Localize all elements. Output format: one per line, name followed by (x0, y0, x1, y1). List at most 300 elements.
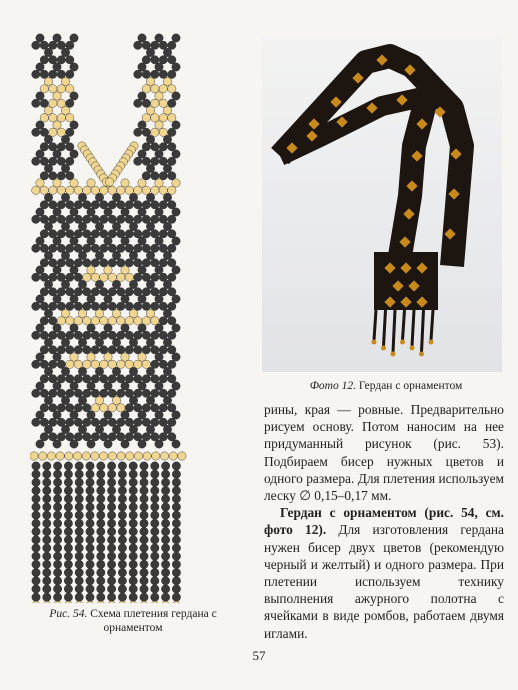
bead (78, 425, 86, 433)
bead (95, 251, 103, 259)
bead (66, 404, 74, 412)
bead (104, 324, 112, 332)
fringe-bead (107, 585, 115, 593)
bead (134, 99, 142, 107)
bead (168, 70, 176, 78)
fringe-bead (172, 478, 180, 486)
bead (163, 135, 171, 143)
fringe-bead (129, 577, 137, 585)
fringe-bead (118, 478, 126, 486)
bead (159, 404, 167, 412)
bead (61, 396, 69, 404)
bead (74, 215, 82, 223)
bead (108, 317, 116, 325)
bead (100, 360, 108, 368)
fringe-bead (161, 511, 169, 519)
bead (57, 288, 65, 296)
bead (146, 164, 154, 172)
fringe-bead (75, 552, 83, 560)
bead (95, 425, 103, 433)
fringe-bead (107, 470, 115, 478)
bead (40, 172, 48, 180)
bead (155, 179, 163, 187)
bead (125, 433, 133, 441)
bead (91, 186, 99, 194)
bead (66, 143, 74, 151)
bead (57, 143, 65, 151)
bead (159, 201, 167, 209)
fringe-bead (53, 585, 61, 593)
bead (87, 295, 95, 303)
fringe-bead (53, 552, 61, 560)
bead (91, 259, 99, 267)
fringe-bead (118, 577, 126, 585)
bead (117, 302, 125, 310)
bead (57, 215, 65, 223)
bead (66, 186, 74, 194)
bead (172, 121, 180, 129)
bead (134, 331, 142, 339)
bead (74, 404, 82, 412)
bead (61, 338, 69, 346)
fringe-bead (140, 495, 148, 503)
bead (168, 389, 176, 397)
fringe-bead (32, 478, 40, 486)
bead (74, 288, 82, 296)
bead (83, 331, 91, 339)
fringe-bead (32, 577, 40, 585)
fringe-bead (32, 552, 40, 560)
bead (142, 244, 150, 252)
bead (163, 164, 171, 172)
bead (142, 114, 150, 122)
bead (151, 418, 159, 426)
fringe-bead (53, 568, 61, 576)
fringe-bead (151, 560, 159, 568)
bead (100, 186, 108, 194)
bead (40, 404, 48, 412)
bead (74, 360, 82, 368)
bead (155, 295, 163, 303)
bead (100, 375, 108, 383)
fringe-bead (97, 593, 105, 601)
fringe-bead (161, 560, 169, 568)
bead (146, 425, 154, 433)
bead (159, 273, 167, 281)
fringe-bead (97, 544, 105, 552)
fringe-bead (86, 552, 94, 560)
bead (40, 360, 48, 368)
fringe-bead (172, 470, 180, 478)
fringe-bead (86, 544, 94, 552)
bead (53, 382, 61, 390)
bead (66, 331, 74, 339)
bead (91, 317, 99, 325)
fringe-bead (75, 527, 83, 535)
bead (151, 273, 159, 281)
bead (91, 360, 99, 368)
fringe-strand (422, 310, 424, 352)
bead (146, 251, 154, 259)
bead (44, 338, 52, 346)
bead (129, 309, 137, 317)
bead (134, 418, 142, 426)
bead (74, 244, 82, 252)
bead (151, 56, 159, 64)
bead (159, 114, 167, 122)
bead (108, 404, 116, 412)
fringe-bead (129, 552, 137, 560)
fringe-bead (53, 495, 61, 503)
bead (155, 208, 163, 216)
bead (168, 230, 176, 238)
bead (40, 433, 48, 441)
fringe-bead (86, 585, 94, 593)
fringe-bead (97, 552, 105, 560)
fringe-bead (107, 536, 115, 544)
bead (142, 157, 150, 165)
fringe-tip-bead (32, 601, 40, 603)
fringe-bead (75, 560, 83, 568)
bead (91, 273, 99, 281)
bead (74, 259, 82, 267)
fringe-bead (53, 503, 61, 511)
fringe-bead (140, 593, 148, 601)
bead (108, 375, 116, 383)
bead (112, 251, 120, 259)
bead (155, 411, 163, 419)
fringe-bead (86, 511, 94, 519)
bead (53, 121, 61, 129)
fringe-bead (151, 527, 159, 535)
bead (100, 244, 108, 252)
bead (134, 230, 142, 238)
bead (142, 143, 150, 151)
bead (100, 273, 108, 281)
bead (32, 273, 40, 281)
fringe-strand (431, 310, 433, 340)
fringe-bead (172, 585, 180, 593)
bead (142, 302, 150, 310)
fringe-bead (140, 544, 148, 552)
bead (104, 295, 112, 303)
bead (40, 85, 48, 93)
bead (32, 128, 40, 136)
fringe-bead (32, 486, 40, 494)
bead (40, 230, 48, 238)
fringe-bead (118, 560, 126, 568)
bead (78, 193, 86, 201)
fringe-tip (400, 340, 405, 345)
bead (32, 41, 40, 49)
bead (159, 317, 167, 325)
bead (155, 382, 163, 390)
bead (36, 34, 44, 42)
bead (83, 259, 91, 267)
bead (168, 317, 176, 325)
bead (117, 389, 125, 397)
bead (129, 193, 137, 201)
bead (151, 360, 159, 368)
bead (129, 251, 137, 259)
bead (91, 288, 99, 296)
bead (168, 273, 176, 281)
bead (36, 353, 44, 361)
photo-12-caption (286, 380, 486, 392)
fringe-bead (64, 577, 72, 585)
fringe-bead (129, 568, 137, 576)
bead (49, 56, 57, 64)
bead (138, 266, 146, 274)
bead (70, 324, 78, 332)
bead (70, 237, 78, 245)
bead (125, 186, 133, 194)
fringe-bead (86, 593, 94, 601)
bead (142, 360, 150, 368)
bead (121, 295, 129, 303)
bead (95, 222, 103, 230)
bead (57, 389, 65, 397)
bead (91, 346, 99, 354)
bead (57, 56, 65, 64)
bead (49, 346, 57, 354)
fringe-bead (107, 568, 115, 576)
bead (117, 346, 125, 354)
fringe-bead (161, 544, 169, 552)
bead (142, 346, 150, 354)
bead (40, 244, 48, 252)
bead (168, 346, 176, 354)
bead (53, 150, 61, 158)
fringe-bead (172, 503, 180, 511)
fringe-bead (53, 478, 61, 486)
bead (66, 56, 74, 64)
bead (36, 295, 44, 303)
bead (36, 237, 44, 245)
bead (151, 346, 159, 354)
fringe-bead (172, 536, 180, 544)
bead (87, 237, 95, 245)
bead (151, 172, 159, 180)
fringe-bead (43, 486, 51, 494)
fringe-bead (118, 552, 126, 560)
fringe-bead (97, 495, 105, 503)
bead (168, 259, 176, 267)
bead (121, 208, 129, 216)
bead (49, 201, 57, 209)
fringe-bead (43, 478, 51, 486)
bead (125, 215, 133, 223)
bead (172, 150, 180, 158)
bead (117, 259, 125, 267)
bead (57, 418, 65, 426)
bead (74, 317, 82, 325)
fringe-bead (64, 478, 72, 486)
fringe-bead (64, 486, 72, 494)
fringe-bead (107, 478, 115, 486)
fringe-bead (172, 568, 180, 576)
bead (159, 99, 167, 107)
fringe-tip (381, 346, 386, 351)
bead (117, 215, 125, 223)
bead (87, 266, 95, 274)
bead (151, 375, 159, 383)
bead (142, 41, 150, 49)
bead (121, 382, 129, 390)
fringe-bead (107, 462, 115, 470)
bead (91, 302, 99, 310)
fringe-bead (129, 511, 137, 519)
bead (44, 193, 52, 201)
photo-12-text: Гердан с орнаментом (356, 380, 463, 392)
bead (159, 244, 167, 252)
bead (138, 150, 146, 158)
bead (70, 295, 78, 303)
bead (125, 317, 133, 325)
bead (53, 324, 61, 332)
bead (134, 389, 142, 397)
bead (78, 280, 86, 288)
bead (87, 411, 95, 419)
bead (70, 353, 78, 361)
bead (159, 215, 167, 223)
bead (168, 172, 176, 180)
fringe-tip-bead (172, 601, 180, 603)
fringe-bead (75, 577, 83, 585)
bead (57, 172, 65, 180)
bead (142, 418, 150, 426)
bead (108, 273, 116, 281)
bead (49, 375, 57, 383)
fringe-tip-bead (53, 601, 61, 603)
bead (66, 375, 74, 383)
bead (74, 433, 82, 441)
bead (70, 34, 78, 42)
bead (91, 404, 99, 412)
fringe-bead (151, 470, 159, 478)
paragraph-2 (264, 504, 504, 642)
photo-12-label: Фото 12. (309, 380, 356, 392)
bead (49, 230, 57, 238)
bead (44, 48, 52, 56)
bead (112, 222, 120, 230)
fringe-tip (391, 352, 396, 357)
bead (159, 433, 167, 441)
bead (53, 208, 61, 216)
fringe-bead (118, 568, 126, 576)
fringe-bead (43, 519, 51, 527)
bead (112, 396, 120, 404)
bead (163, 280, 171, 288)
fringe-bead (151, 503, 159, 511)
bead (49, 317, 57, 325)
bead (36, 382, 44, 390)
bead (57, 346, 65, 354)
fringe-bead (172, 527, 180, 535)
figure-54-caption (28, 607, 238, 635)
bead (91, 418, 99, 426)
bead (125, 273, 133, 281)
bead (70, 150, 78, 158)
bead (91, 215, 99, 223)
fringe-bead (64, 495, 72, 503)
fringe-bead (140, 560, 148, 568)
fringe-bead (43, 568, 51, 576)
bead (83, 317, 91, 325)
bead (129, 396, 137, 404)
bead (178, 452, 186, 460)
bead (104, 237, 112, 245)
fringe-bead (53, 511, 61, 519)
bead (74, 186, 82, 194)
bead (36, 150, 44, 158)
bead (57, 331, 65, 339)
bead (160, 452, 168, 460)
fringe-bead (75, 544, 83, 552)
fringe-bead (97, 519, 105, 527)
bead (138, 92, 146, 100)
bead (172, 179, 180, 187)
bead (91, 201, 99, 209)
bead (163, 106, 171, 114)
bead (57, 41, 65, 49)
fringe-bead (151, 544, 159, 552)
fringe-bead (118, 503, 126, 511)
fringe-bead (64, 568, 72, 576)
bead (53, 179, 61, 187)
fringe-bead (75, 486, 83, 494)
bead (159, 85, 167, 93)
bead (40, 317, 48, 325)
fringe-bead (161, 519, 169, 527)
bead (168, 360, 176, 368)
bead (100, 433, 108, 441)
fringe-tip-bead (151, 601, 159, 603)
bead (134, 244, 142, 252)
bead (108, 389, 116, 397)
bead (134, 360, 142, 368)
bead (172, 411, 180, 419)
bead-scheme-figure (30, 28, 190, 603)
fringe-bead (86, 503, 94, 511)
bead (95, 309, 103, 317)
bead (146, 338, 154, 346)
fringe-bead (97, 503, 105, 511)
bead (168, 244, 176, 252)
bead (53, 411, 61, 419)
fringe-bead (118, 470, 126, 478)
fringe-bead (64, 585, 72, 593)
bead (40, 201, 48, 209)
fringe-bead (107, 552, 115, 560)
bead (40, 143, 48, 151)
bead (44, 309, 52, 317)
bead (66, 360, 74, 368)
bead (172, 266, 180, 274)
fringe-bead (129, 462, 137, 470)
bead (155, 121, 163, 129)
fringe-bead (151, 536, 159, 544)
bead (44, 396, 52, 404)
fringe-tip-bead (129, 601, 137, 603)
fringe-tip (410, 346, 415, 351)
bead (100, 230, 108, 238)
bead (142, 70, 150, 78)
bead (117, 244, 125, 252)
fringe-bead (140, 462, 148, 470)
paragraph-2-heading: Гердан с орнаментом (рис. 54, см. фото 12). (264, 505, 504, 538)
bead (83, 201, 91, 209)
